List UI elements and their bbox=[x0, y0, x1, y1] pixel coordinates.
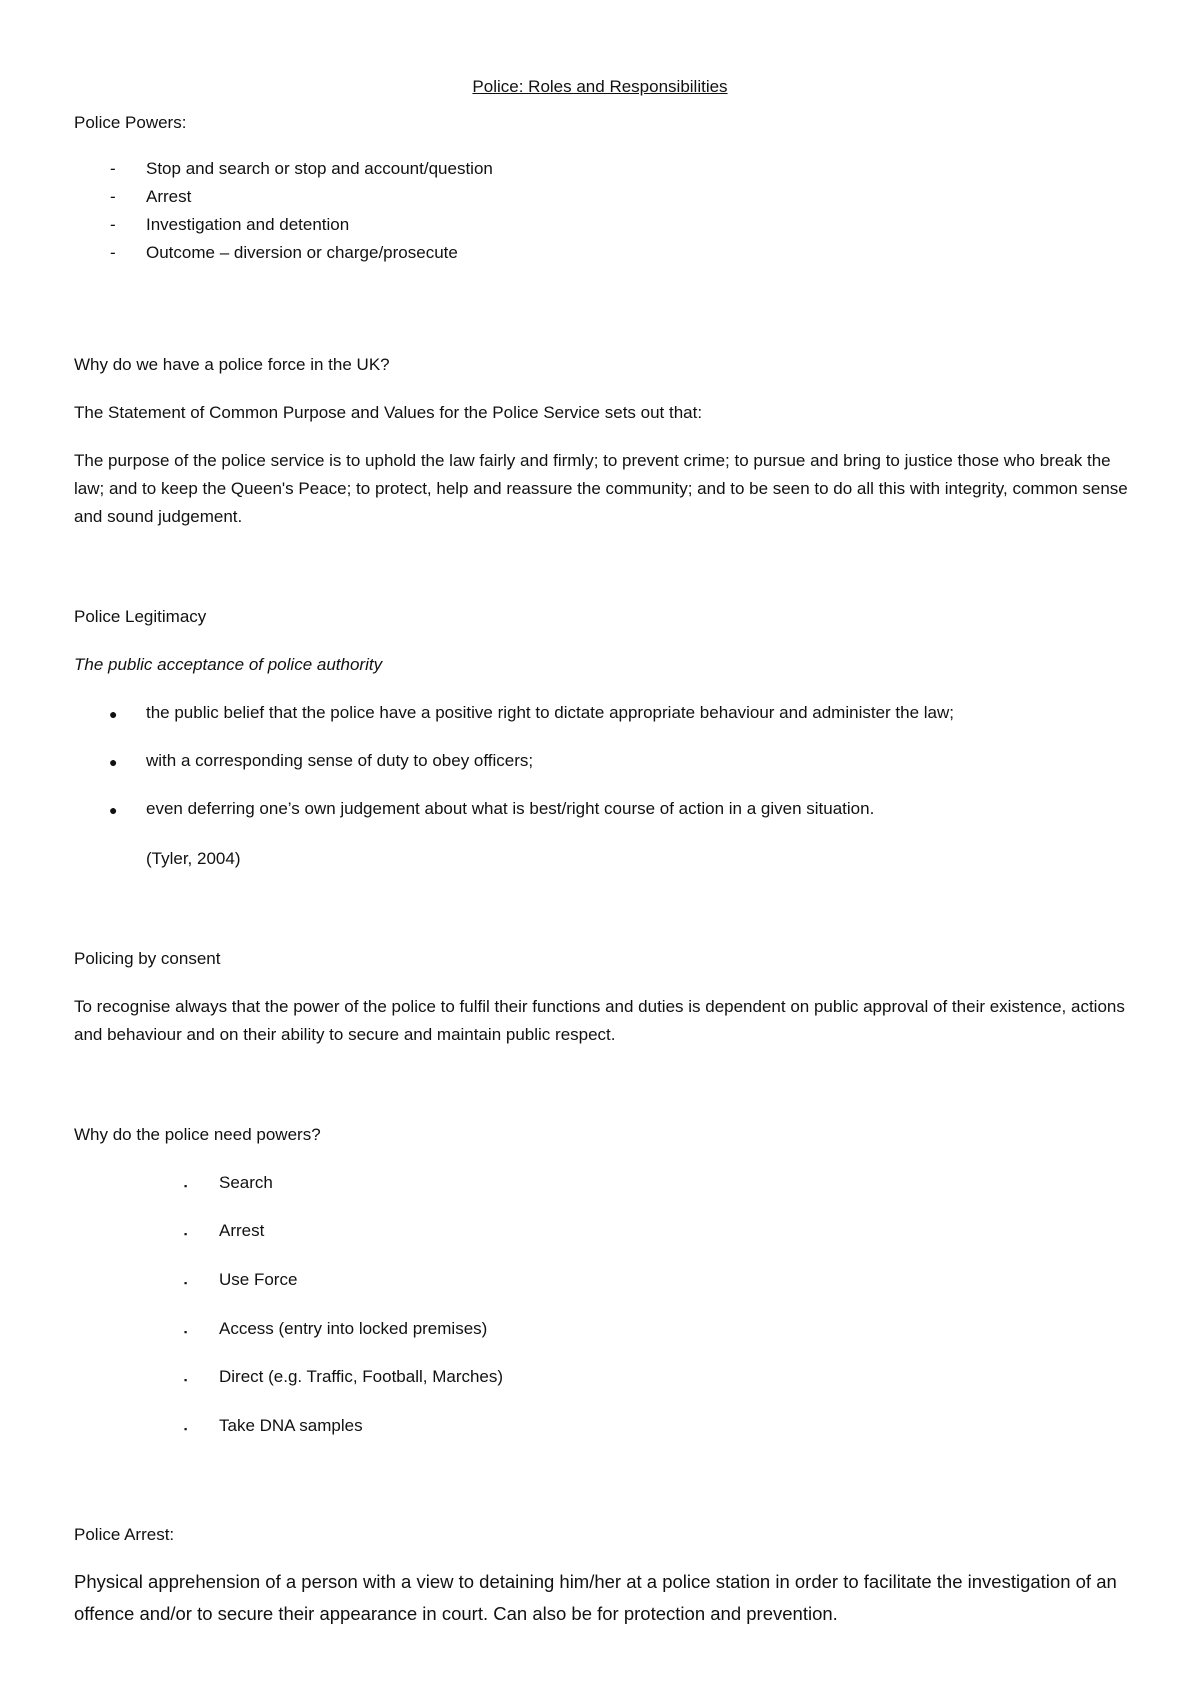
legitimacy-subheading: The public acceptance of police authority bbox=[74, 655, 383, 674]
need-item: Direct (e.g. Traffic, Football, Marches) bbox=[219, 1367, 504, 1386]
consent-text: To recognise always that the power of the police to fulfil their functions and duties is dependent on public approval of their existence, actions and behaviour and on their ability to secure and maintain public respect. bbox=[74, 997, 1125, 1044]
need-item: Access (entry into locked premises) bbox=[219, 1319, 488, 1338]
dash-bullet-icon: - bbox=[110, 187, 116, 206]
powers-item: Arrest bbox=[146, 187, 192, 206]
square-bullet-icon: ▪ bbox=[184, 1181, 188, 1191]
legitimacy-item: even deferring one’s own judgement about what is best/right course of action in a given situation. bbox=[146, 799, 875, 818]
powers-item: Outcome – diversion or charge/prosecute bbox=[146, 243, 458, 262]
statement-intro: The Statement of Common Purpose and Values for the Police Service sets out that: bbox=[74, 403, 703, 422]
legitimacy-item: with a corresponding sense of duty to obey officers; bbox=[146, 751, 534, 770]
need-item: Search bbox=[219, 1173, 273, 1192]
need-item: Arrest bbox=[219, 1221, 265, 1240]
arrest-text: Physical apprehension of a person with a view to detaining him/her at a police station in order to facilitate the investigation of an offence and/or to secure their appearance in court. Can also be for protection and prevention. bbox=[74, 1571, 1117, 1624]
dash-bullet-icon: - bbox=[110, 215, 116, 234]
square-bullet-icon: ▪ bbox=[184, 1424, 188, 1434]
dot-bullet-icon: ● bbox=[109, 802, 118, 818]
square-bullet-icon: ▪ bbox=[184, 1327, 188, 1337]
dash-bullet-icon: - bbox=[110, 243, 116, 262]
arrest-heading: Police Arrest: bbox=[74, 1525, 175, 1544]
square-bullet-icon: ▪ bbox=[184, 1278, 188, 1288]
legitimacy-citation: (Tyler, 2004) bbox=[146, 849, 241, 868]
need-item: Use Force bbox=[219, 1270, 298, 1289]
document-title: Police: Roles and Responsibilities bbox=[472, 77, 728, 96]
need-item: Take DNA samples bbox=[219, 1416, 363, 1435]
legitimacy-heading: Police Legitimacy bbox=[74, 607, 207, 626]
powers-heading: Police Powers: bbox=[74, 113, 187, 132]
need-heading: Why do the police need powers? bbox=[74, 1125, 321, 1144]
consent-heading: Policing by consent bbox=[74, 949, 221, 968]
dash-bullet-icon: - bbox=[110, 159, 116, 178]
why-heading: Why do we have a police force in the UK? bbox=[74, 355, 390, 374]
powers-item: Stop and search or stop and account/question bbox=[146, 159, 493, 178]
powers-item: Investigation and detention bbox=[146, 215, 350, 234]
statement-text: The purpose of the police service is to uphold the law fairly and firmly; to prevent crime; to pursue and bring to justice those who break the law; and to keep the Queen's Peace; to protect, help and reassure the community; and to be seen to do all this with integrity, common sense and sound judgement. bbox=[74, 451, 1128, 526]
square-bullet-icon: ▪ bbox=[184, 1229, 188, 1239]
dot-bullet-icon: ● bbox=[109, 706, 118, 722]
dot-bullet-icon: ● bbox=[109, 754, 118, 770]
square-bullet-icon: ▪ bbox=[184, 1375, 188, 1385]
legitimacy-item: the public belief that the police have a positive right to dictate appropriate behaviour and administer the law; bbox=[146, 703, 954, 722]
